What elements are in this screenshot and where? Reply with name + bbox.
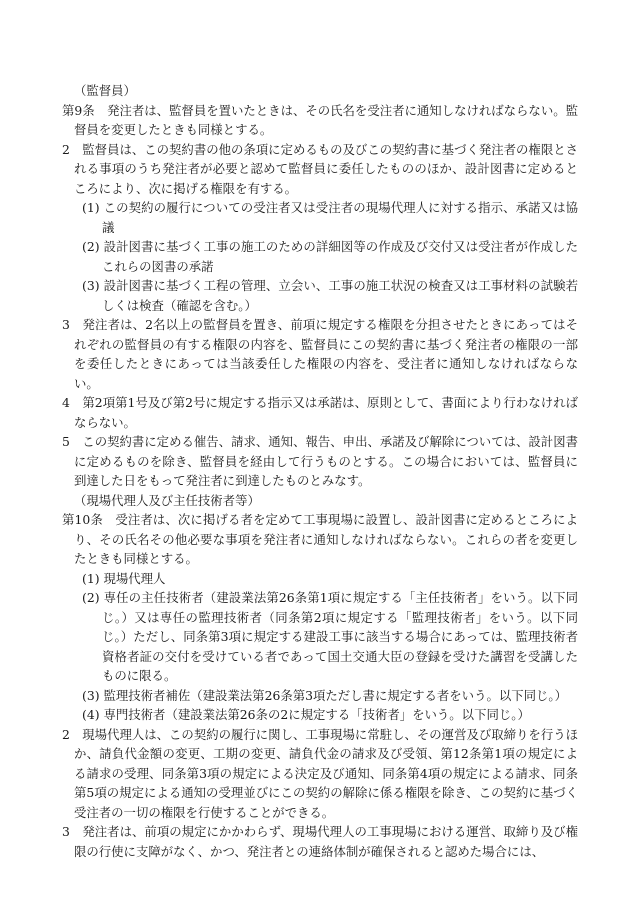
article-9-para-5: 5 この契約書に定める催告、請求、通知、報告、申出、承諾及び解除については、設計図書に定めるものを除き、監督員を経由して行うものとする。この場合においては、監督員に到達した日をもって発注者に到達したものとみなす。 [62, 434, 578, 488]
section-heading-site-agent: （現場代理人及び主任技術者等） [74, 492, 260, 508]
article-9-para-3: 3 発注者は、2名以上の監督員を置き、前項に規定する権限を分担させたときにあってはそれぞれの監督員の有する権限の内容を、監督員にこの契約書に基づく発注者の権限の一部を委任したときにあっては当該委任した権限の内容を、受注者に通知しなければならない。 [62, 317, 578, 391]
article-10-para-2: 2 現場代理人は、この契約の履行に関し、工事現場に常駐し、その運営及び取締りを行うほか、請負代金額の変更、工期の変更、請負代金の請求及び受領、第12条第1項の規定による請求の受理、同条第3項の規定による決定及び通知、同条第4項の規定による請求、同条第5項の規定による通知の受理並びにこの契約の解除に係る権限を除き、この契約に基づく受注者の一切の権限を行使することができる。 [62, 726, 578, 820]
article-9-item-1: (1) この契約の履行についての受注者又は受注者の現場代理人に対する指示、承諾又は協議 [82, 200, 578, 235]
article-9-para-2: 2 監督員は、この契約書の他の条項に定めるもの及びこの契約書に基づく発注者の権限とされる事項のうち発注者が必要と認めて監督員に委任したもののほか、設計図書に定めるところにより、次に掲げる権限を有する。 [62, 141, 578, 196]
article-10-item-3: (3) 監理技術者補佐（建設業法第26条第3項ただし書に規定する者をいう。以下同じ。） [82, 687, 568, 703]
article-10-para-3: 3 発注者は、前項の規定にかかわらず、現場代理人の工事現場における運営、取締り及び権限の行使に支障がなく、かつ、発注者との連絡体制が確保されると認めた場合には、 [62, 824, 578, 859]
article-10-item-4: (4) 専門技術者（建設業法第26条の2に規定する「技術者」をいう。以下同じ。） [82, 707, 530, 722]
section-heading-supervisor: （監督員） [74, 83, 136, 98]
article-9-item-3: (3) 設計図書に基づく工程の管理、立会い、工事の施工状況の検査又は工事材料の試験若しくは検査（確認を含む。） [82, 278, 578, 313]
article-10-item-2: (2) 専任の主任技術者（建設業法第26条第1項に規定する「主任技術者」をいう。以下同じ。）又は専任の監理技術者（同条第2項に規定する「監理技術者」をいう。以下同じ。）ただし、同条第3項に規定する建設工事に該当する場合にあっては、監理技術者資格者証の交付を受けている者であって国土交通大臣の登録を受けた講習を受講したものに限る。 [82, 590, 578, 683]
article-9-item-2: (2) 設計図書に基づく工事の施工のための詳細図等の作成及び交付又は受注者が作成したこれらの図書の承諾 [82, 239, 578, 274]
article-9-para-4: 4 第2項第1号及び第2号に規定する指示又は承諾は、原則として、書面により行わなければならない。 [62, 395, 578, 430]
article-10: 第10条 受注者は、次に掲げる者を定めて工事現場に設置し、設計図書に定めるところにより、その氏名その他必要な事項を発注者に通知しなければならない。これらの者を変更したときも同様とする。 [62, 512, 578, 566]
article-9: 第9条 発注者は、監督員を置いたときは、その氏名を受注者に通知しなければならない。監督員を変更したときも同様とする。 [62, 102, 578, 137]
article-10-item-1: (1) 現場代理人 [82, 570, 166, 586]
